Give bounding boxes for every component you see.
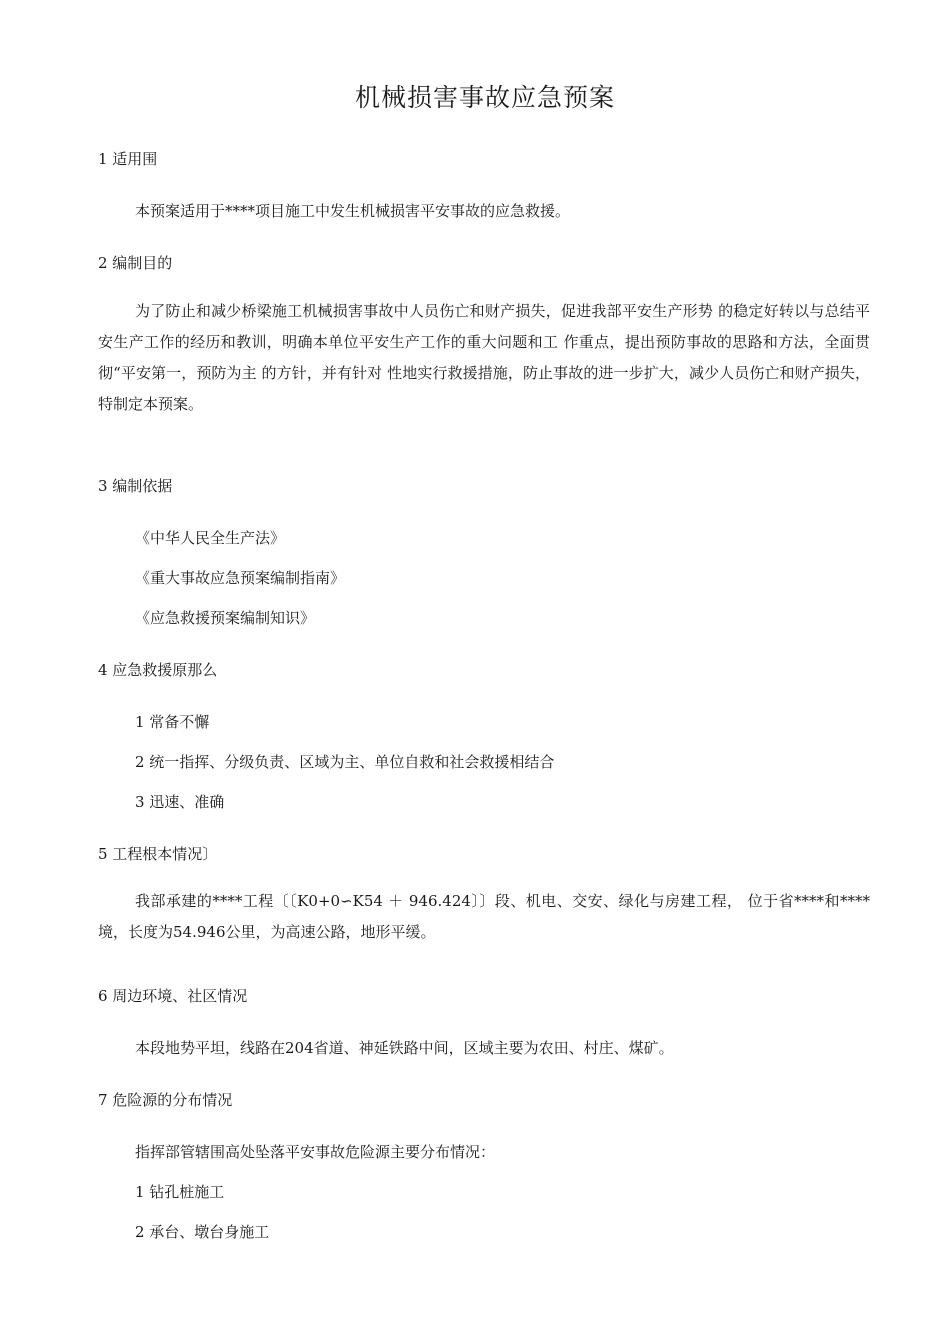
document-title: 机械损害事故应急预案 — [354, 83, 615, 112]
section-4-item-2: 2 统一指挥、分级负责、区域为主、单位自救和社会救援相结合 — [135, 753, 555, 771]
section-6-body: 本段地势平坦，线路在204省道、神延铁路中间，区域主要为农田、村庄、煤矿。 — [135, 1039, 674, 1057]
section-4-item-1: 1 常备不懈 — [135, 713, 210, 731]
section-3-item-2: 《重大事故应急预案编制指南》 — [135, 569, 346, 587]
section-3-item-3: 《应急救援预案编制知识》 — [135, 609, 316, 627]
section-3-heading: 3 编制依据 — [98, 477, 173, 495]
section-5-heading: 5 工程根本情况〕 — [98, 845, 218, 863]
section-7-item-2: 2 承台、墩台身施工 — [135, 1223, 270, 1241]
section-6-heading: 6 周边环境、社区情况 — [98, 987, 248, 1005]
section-7-item-1: 1 钻孔桩施工 — [135, 1183, 225, 1201]
section-4-heading: 4 应急救援原那么 — [98, 661, 218, 679]
section-4-item-3: 3 迅速、准确 — [135, 793, 225, 811]
section-7-heading: 7 危险源的分布情况 — [98, 1091, 233, 1109]
section-1-heading: 1 适用围 — [98, 150, 158, 168]
section-7-body: 指挥部管辖围高处坠落平安事故危险源主要分布情况： — [135, 1143, 496, 1161]
section-2-heading: 2 编制目的 — [98, 254, 173, 272]
section-5-body: 我部承建的****工程〔〔K0+0∽K54 ＋ 946.424〕〕段、机电、交安、绿化与房建工程， 位于省****和****境，长度为54.946公里，为高速公路，地形平缓。 — [98, 892, 870, 941]
section-3-item-1: 《中华人民全生产法》 — [135, 529, 286, 547]
section-2-body: 为了防止和减少桥梁施工机械损害事故中人员伤亡和财产损失，促进我部平安生产形势 的稳定好转以与总结平安生产工作的经历和教训，明确本单位平安生产工作的重大问题和工 作重点，提出预防事故的思路和方法，全面贯彻“平安第一，预防为主 的方针，并有针对 性地实行救援措施，防止事故的进一步扩大，减少人员伤亡和财产损失，特制定本预案。 — [98, 302, 870, 413]
section-1-body: 本预案适用于****项目施工中发生机械损害平安事故的应急救援。 — [135, 202, 571, 220]
